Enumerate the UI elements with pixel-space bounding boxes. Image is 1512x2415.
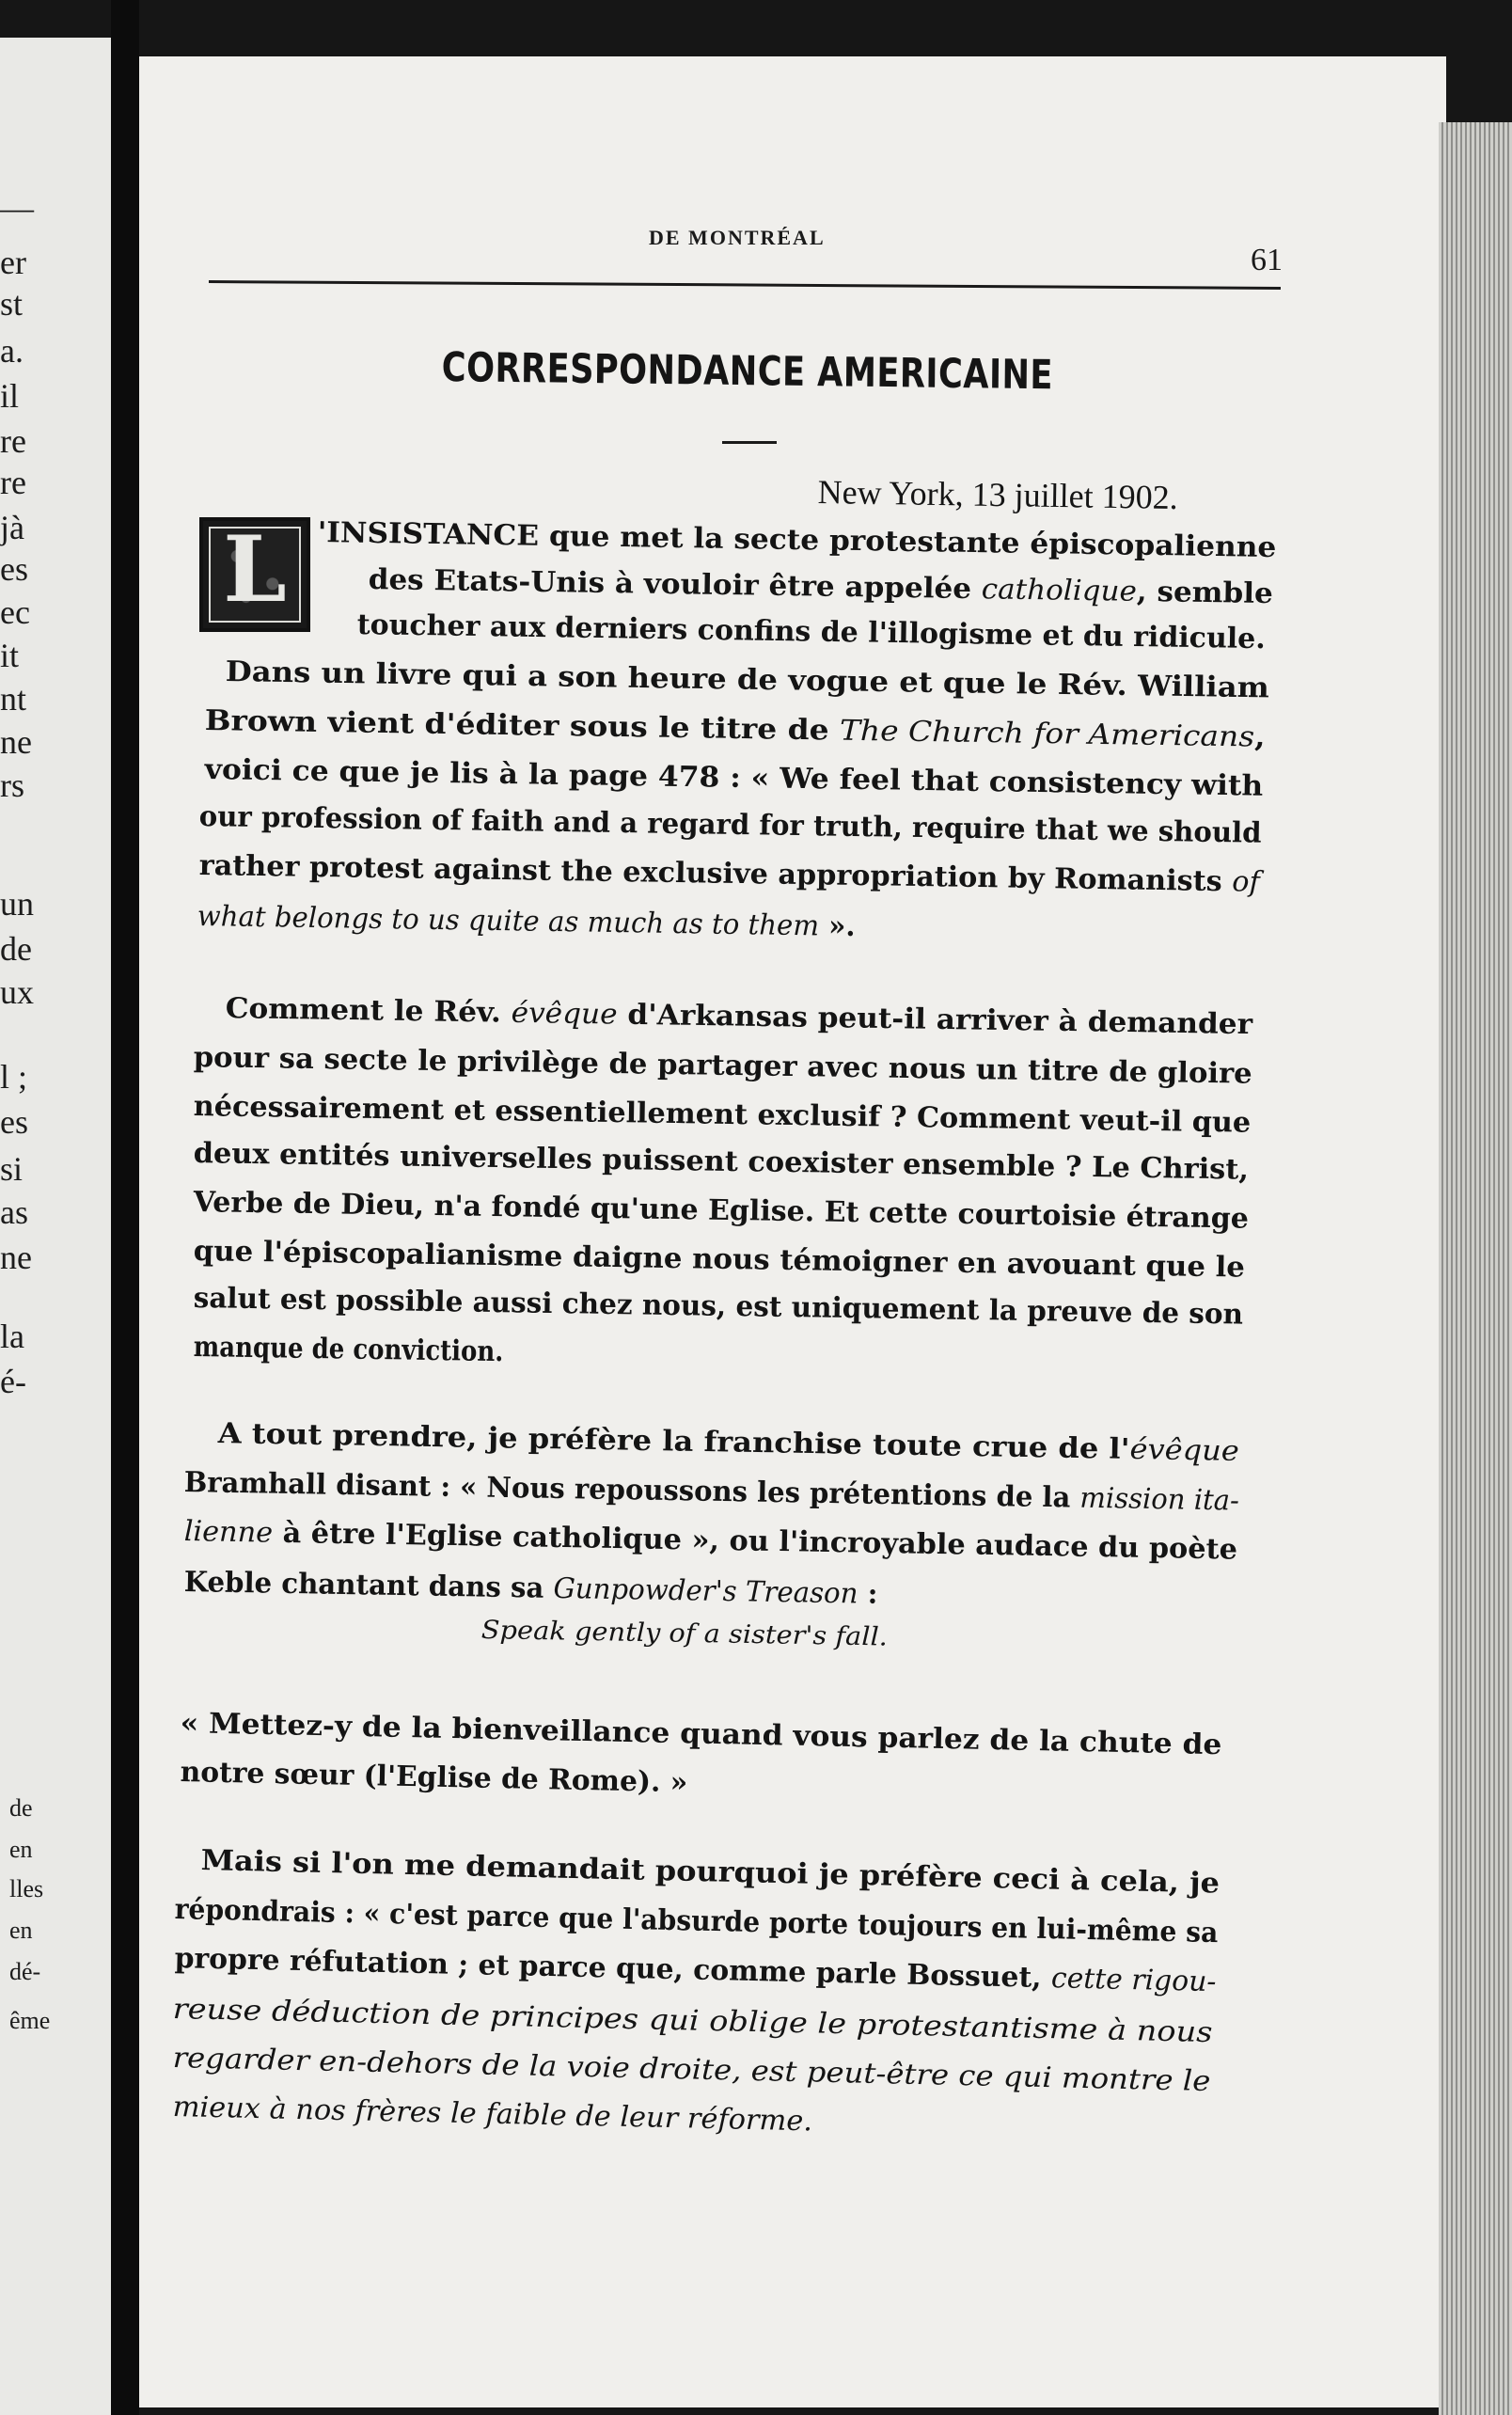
italic-text-run: mieux à nos frères le faible de leur réforme. — [172, 2091, 813, 2139]
drop-cap-letter: L — [223, 516, 287, 623]
text-run: salut est possible aussi chez nous, est uniquement la preuve de son — [193, 1282, 1244, 1332]
drop-cap — [199, 517, 310, 632]
left-page-fragment: re — [0, 422, 26, 460]
italic-text-run: Speak gently of a sister's fall. — [480, 1616, 889, 1652]
body-text-line — [481, 1618, 889, 1650]
left-page-fragment: — — [0, 189, 34, 227]
left-page-fragment: as — [0, 1193, 28, 1231]
left-page-fragment: lles — [9, 1875, 44, 1902]
page-edges — [1439, 122, 1512, 2415]
left-page-fragment: es — [0, 1103, 28, 1141]
text-run: à être l'Eglise catholique », ou l'incroyable audace du poète — [272, 1516, 1238, 1567]
running-head: DE MONTRÉAL — [649, 226, 826, 249]
dateline: New York, 13 juillet 1902. — [817, 472, 1178, 517]
left-page-fragment: un — [0, 885, 34, 923]
text-run: répondrais : « c'est parce que l'absurde porte toujours en lui-même sa — [174, 1893, 1219, 1950]
left-page-fragment: de — [0, 930, 32, 968]
text-run: : — [858, 1577, 878, 1611]
text-run: voici ce que je lis à la page 478 : « We feel that consistency with — [204, 753, 1264, 803]
italic-text-run: lienne — [183, 1515, 274, 1550]
left-page-fragment: it — [0, 637, 20, 674]
italic-text-run: Gunpowder's Treason — [553, 1571, 858, 1611]
italic-text-run: mission ita- — [1079, 1481, 1240, 1518]
left-page-fragment: rs — [0, 766, 24, 804]
text-run: notre sœur (l'Eglise de Rome). » — [180, 1756, 688, 1800]
left-page-fragment: a. — [0, 332, 24, 370]
italic-text-run: what belongs to us quite as much as to them — [197, 900, 820, 943]
text-run: d'Arkansas peut-il arriver à demander — [617, 998, 1253, 1042]
page-number: 61 — [1251, 243, 1283, 277]
italic-text-run: of — [1231, 865, 1260, 899]
left-facing-page — [0, 38, 111, 2415]
left-page-fragment: es — [0, 550, 28, 588]
left-page-fragment: de — [9, 1794, 33, 1822]
left-page-fragment: re — [0, 464, 26, 501]
text-run: propre réfutation ; et parce que, comme parle Bossuet, — [174, 1942, 1052, 1996]
text-run: manque de conviction. — [193, 1331, 504, 1369]
italic-text-run: évêque — [1129, 1432, 1240, 1468]
book-gutter — [111, 0, 139, 2415]
left-page-fragment: dé- — [9, 1958, 41, 1985]
text-run: Bramhall disant : « Nous repoussons les prétentions de la — [183, 1466, 1080, 1515]
title-rule — [722, 441, 777, 444]
italic-text-run: évêque — [511, 996, 618, 1032]
left-page-fragment: ux — [0, 973, 34, 1011]
text-run: toucher aux derniers confins de l'illogisme et du ridicule. — [356, 608, 1266, 656]
text-run: deux entités universelles puissent coexister ensemble ? Le Christ, — [193, 1137, 1250, 1187]
text-run: Mais si l'on me demandait pourquoi je préfère ceci à cela, je — [200, 1844, 1221, 1901]
italic-text-run: reuse déduction de principes qui oblige le protestantisme à nous — [172, 1993, 1213, 2050]
text-run: ». — [818, 909, 856, 943]
text-run: que l'épiscopalianisme daigne nous témoigner en avouant que le — [193, 1235, 1246, 1285]
left-page-fragment: en — [9, 1836, 33, 1863]
italic-text-run: The Church for Americans — [839, 714, 1255, 754]
left-page-fragment: jà — [0, 509, 24, 546]
text-run: Dans un livre qui a son heure de vogue et que le Rév. William — [225, 655, 1270, 705]
left-page-fragment: é- — [0, 1363, 26, 1400]
text-run: « Mettez-y de la bienveillance quand vous parlez de la chute de — [180, 1707, 1222, 1762]
text-run: our profession of faith and a regard for truth, require that we should — [198, 800, 1262, 850]
italic-text-run: regarder en-dehors de la voie droite, est peut-être ce qui montre le — [172, 2042, 1211, 2099]
article-title: CORRESPONDANCE AMERICAINE — [441, 344, 1054, 400]
left-page-fragment: en — [9, 1917, 33, 1944]
left-page-fragment: l ; — [0, 1058, 28, 1096]
text-run: nécessairement et essentiellement exclusif ? Comment veut-il que — [193, 1090, 1252, 1140]
text-run: Keble chantant dans sa — [183, 1566, 554, 1605]
text-run: A tout prendre, je préfère la franchise toute crue de l' — [217, 1417, 1130, 1466]
text-run: 'INSISTANCE que met la secte protestante épiscopalienne — [317, 516, 1277, 565]
left-page-fragment: nt — [0, 680, 27, 718]
left-page-fragment: la — [0, 1318, 24, 1355]
left-page-fragment: ême — [9, 2007, 51, 2034]
text-run: Verbe de Dieu, n'a fondé qu'une Eglise. Et cette courtoisie étrange — [193, 1186, 1250, 1236]
text-run: Comment le Rév. — [225, 992, 512, 1030]
text-run: Brown vient d'éditer sous le titre de — [204, 704, 841, 748]
left-page-fragment: ne — [0, 1239, 32, 1276]
italic-text-run: catholique — [981, 573, 1138, 608]
left-page-fragment: er — [0, 244, 26, 281]
text-run: , — [1253, 720, 1266, 754]
left-page-fragment: st — [0, 285, 24, 323]
italic-text-run: cette rigou- — [1050, 1962, 1217, 1999]
left-page-fragment: il — [0, 377, 20, 415]
text-run: , semble — [1136, 575, 1274, 611]
body-text-line — [193, 1331, 504, 1369]
text-run: pour sa secte le privilège de partager avec nous un titre de gloire — [193, 1041, 1252, 1091]
left-page-fragment: ne — [0, 723, 32, 761]
left-page-fragment: ec — [0, 593, 30, 631]
text-run: rather protest against the exclusive appropriation by Romanists — [198, 849, 1233, 899]
text-run: des Etats-Unis à vouloir être appelée — [368, 563, 983, 607]
left-page-fragment: si — [0, 1150, 24, 1188]
